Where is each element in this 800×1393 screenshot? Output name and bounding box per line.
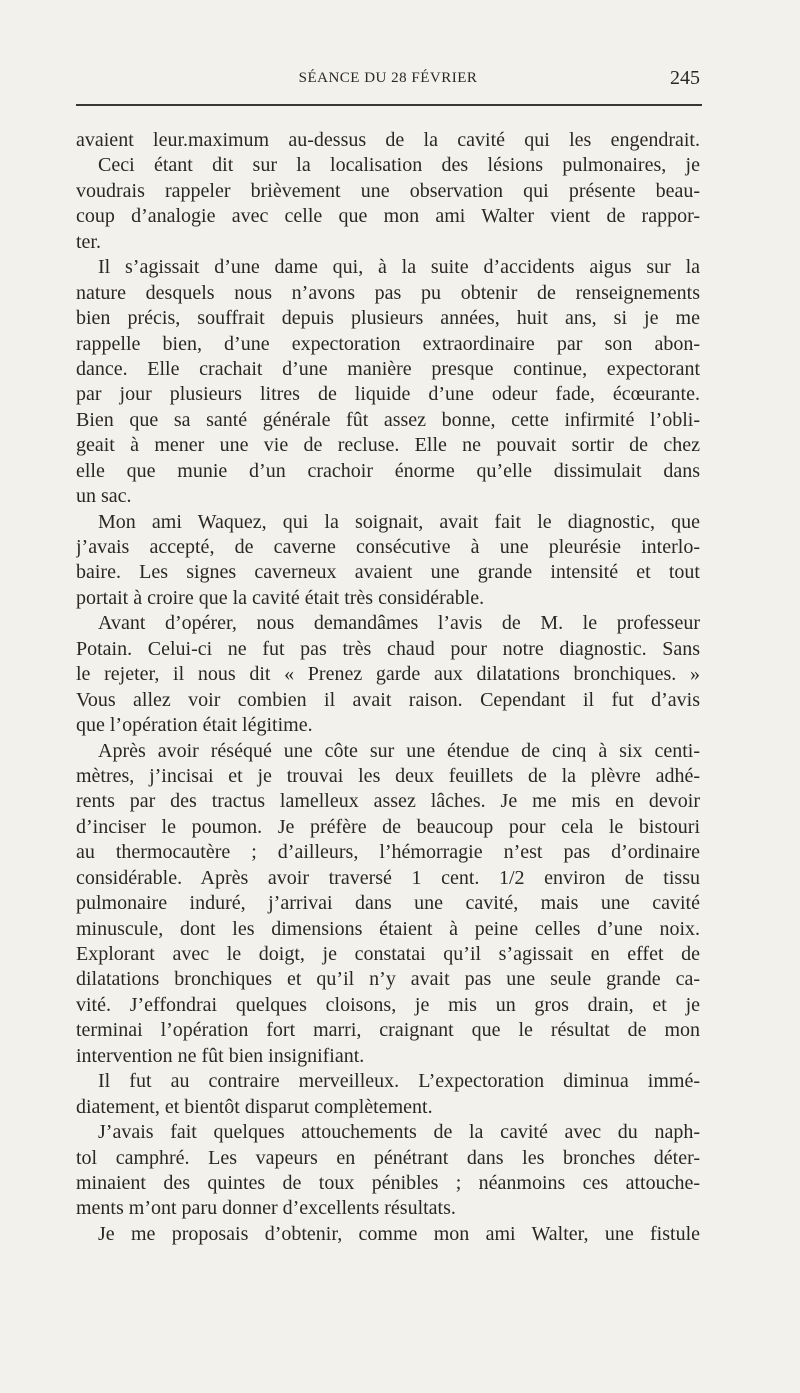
text-line: un sac.	[76, 485, 132, 508]
text-line: mètres, j’incisai et je trouvai les deux feuillets de la plèvre adhé-	[76, 764, 700, 787]
text-line: diatement, et bientôt disparut complètement.	[76, 1095, 433, 1118]
header-title: SÉANCE DU 28 FÉVRIER	[298, 70, 478, 86]
text-line: Bien que sa santé générale fût assez bonne, cette infirmité l’obli-	[76, 408, 700, 431]
text-line: d’inciser le poumon. Je préfère de beaucoup pour cela le bistouri	[76, 815, 700, 838]
text-line: pulmonaire induré, j’arrivai dans une cavité, mais une cavité	[76, 892, 700, 915]
text-line: J’avais fait quelques attouchements de la cavité avec du naph-	[98, 1121, 700, 1144]
text-line: Mon ami Waquez, qui la soignait, avait fait le diagnostic, que	[98, 510, 700, 533]
text-line: le rejeter, il nous dit « Prenez garde aux dilatations bronchiques. »	[76, 663, 700, 686]
text-line: Après avoir réséqué une côte sur une étendue de cinq à six centi-	[98, 739, 700, 762]
page-number: 245	[670, 67, 700, 89]
text-line: ments m’ont paru donner d’excellents résultats.	[76, 1197, 456, 1220]
text-line: dance. Elle crachait d’une manière presque continue, expectorant	[76, 357, 700, 380]
text-line: minuscule, dont les dimensions étaient à peine celles d’une noix.	[76, 917, 700, 940]
text-line: tol camphré. Les vapeurs en pénétrant dans les bronches déter-	[76, 1146, 700, 1169]
text-line: minaient des quintes de toux pénibles ; néanmoins ces attouche-	[76, 1171, 700, 1194]
text-line: bien précis, souffrait depuis plusieurs années, huit ans, si je me	[76, 307, 700, 330]
text-line: j’avais accepté, de caverne consécutive à une pleurésie interlo-	[76, 536, 700, 558]
text-line: Je me proposais d’obtenir, comme mon ami Walter, une fistule	[98, 1222, 700, 1245]
text-line: voudrais rappeler brièvement une observation qui présente beau-	[76, 179, 700, 202]
text-line: terminai l’opération fort marri, craignant que le résultat de mon	[76, 1019, 700, 1042]
header-rule	[76, 104, 702, 106]
text-line: Il fut au contraire merveilleux. L’expectoration diminua immé-	[98, 1070, 700, 1093]
text-line: Potain. Celui-ci ne fut pas très chaud pour notre diagnostic. Sans	[76, 637, 700, 660]
text-line: considérable. Après avoir traversé 1 cent. 1/2 environ de tissu	[76, 866, 700, 889]
text-line: coup d’analogie avec celle que mon ami Walter vient de rappor-	[76, 205, 700, 228]
text-line: Ceci étant dit sur la localisation des lésions pulmonaires, je	[98, 154, 700, 177]
text-line: avaient leur.maximum au-dessus de la cavité qui les engendrait.	[76, 129, 700, 151]
text-line: nature desquels nous n’avons pas pu obtenir de renseignements	[76, 281, 700, 304]
body-text	[76, 128, 700, 1247]
text-line: intervention ne fût bien insignifiant.	[76, 1044, 365, 1067]
text-line: au thermocautère ; d’ailleurs, l’hémorragie n’est pas d’ordinaire	[76, 841, 700, 864]
text-line: ter.	[76, 230, 101, 253]
text-line: elle que munie d’un crachoir énorme qu’elle dissimulait dans	[76, 459, 700, 482]
text-line: dilatations bronchiques et qu’il n’y avait pas une seule grande ca-	[76, 968, 700, 991]
text-line: rappelle bien, d’une expectoration extraordinaire par son abon-	[76, 332, 700, 355]
text-line: vité. J’effondrai quelques cloisons, je mis un gros drain, et je	[76, 993, 700, 1016]
text-line: portait à croire que la cavité était très considérable.	[76, 586, 485, 609]
text-line: geait à mener une vie de recluse. Elle ne pouvait sortir de chez	[76, 434, 700, 457]
text-line: rents par des tractus lamelleux assez lâches. Je me mis en devoir	[76, 790, 700, 813]
text-line: que l’opération était légitime.	[76, 714, 313, 737]
text-line: Avant d’opérer, nous demandâmes l’avis de M. le professeur	[98, 612, 700, 635]
running-header	[76, 67, 700, 94]
text-line: Vous allez voir combien il avait raison. Cependant il fut d’avis	[76, 688, 700, 711]
text-line: Explorant avec le doigt, je constatai qu’il s’agissait en effet de	[76, 943, 700, 965]
text-line: Il s’agissait d’une dame qui, à la suite d’accidents aigus sur la	[98, 256, 700, 279]
text-line: baire. Les signes caverneux avaient une grande intensité et tout	[76, 561, 700, 584]
text-line: par jour plusieurs litres de liquide d’une odeur fade, écœurante.	[76, 383, 700, 406]
